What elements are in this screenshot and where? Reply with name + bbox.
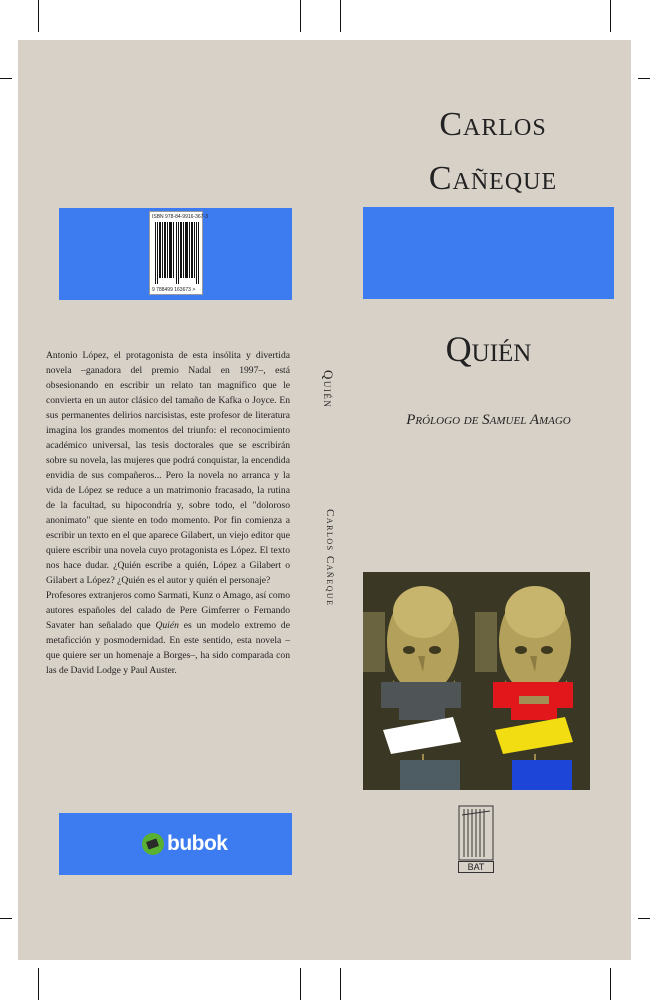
crop-mark — [638, 918, 650, 919]
publisher-logo-text: bubok — [167, 832, 228, 855]
crop-mark — [0, 78, 12, 79]
portrait-illustration — [475, 572, 590, 790]
bat-logo-mark — [458, 805, 494, 861]
crop-mark — [0, 918, 12, 919]
book-title: Quién — [445, 329, 532, 369]
synopsis-italic-title: Quién — [155, 620, 179, 631]
book-icon — [142, 833, 164, 855]
synopsis-text: es un modelo extremo de metaficción y posmodernidad. En este sentido, esta novela –que quiere ser un homenaje a Borges–, ha sido comparada con las de David Lodge y Paul Auster. — [46, 620, 290, 676]
cover-portrait-color — [475, 572, 590, 790]
book-cover — [18, 40, 631, 960]
crop-mark — [340, 0, 341, 32]
back-cover-synopsis — [46, 348, 290, 678]
author-last-name: Cañeque — [428, 160, 558, 197]
spine-author: Carlos Cañeque — [324, 509, 336, 607]
ean-digits: 9 788499 163673 > — [152, 287, 196, 293]
crop-mark — [38, 968, 39, 1000]
bat-imprint-logo — [458, 805, 494, 873]
isbn-band — [59, 208, 292, 300]
crop-mark — [300, 0, 301, 32]
crop-mark — [638, 78, 650, 79]
crop-mark — [38, 0, 39, 32]
barcode — [149, 211, 208, 295]
isbn-label: ISBN 978-84-9916-367-3 — [152, 214, 208, 220]
synopsis-text: Profesores extranjeros como Sarmati, Kunz o Amago, así como autores españoles del calado de Pere Gimferrer o Fernando Savater han señalado que — [46, 590, 290, 631]
barcode-bars — [155, 222, 199, 284]
cover-portrait-grey — [363, 572, 478, 790]
front-blue-band — [363, 207, 614, 299]
synopsis-paragraph: Antonio López, el protagonista de esta insólita y divertida novela –ganadora del premio Nadal en 1997–, está obsesionando en escribir un relato tan magnífico que le convierta en un autor clásico del tamaño de Kafka o Joyce. En sus permanentes delirios narcisistas, este profesor de literatura imagina los grandes momentos del triunfo: el reconocimiento académico universal, las tesis doctorales que se escribirán sobre su novela, las mujeres que podrá conquistar, la encendida envidia de sus compañeros... Pero la novela no arranca y la vida de López se reduce a un matrimonio fracasado, la rutina de la facultad, su hipocondría y, sobre todo, el "doloroso anonimato" que siente en todo momento. Por fin comienza a escribir un texto en el que aparece Gilabert, un viejo editor que quiere escribir una novela cuyo protagonista es López. El texto nos hace dudar. ¿Quién escribe a quién, López a Gilabert o Gilabert a López? ¿Quién es el autor y quién el personaje? — [46, 350, 290, 586]
crop-mark — [300, 968, 301, 1000]
imprint-label: BAT — [458, 861, 494, 873]
publisher-band — [59, 813, 292, 875]
crop-mark — [610, 968, 611, 1000]
spine-title: Quién — [321, 370, 336, 409]
bubok-logo — [142, 831, 228, 857]
portrait-illustration — [363, 572, 478, 790]
crop-mark — [340, 968, 341, 1000]
synopsis-paragraph — [46, 588, 290, 678]
crop-mark — [610, 0, 611, 32]
author-first-name: Carlos — [439, 106, 547, 143]
prologue-credit: Prólogo de Samuel Amago — [406, 412, 571, 428]
